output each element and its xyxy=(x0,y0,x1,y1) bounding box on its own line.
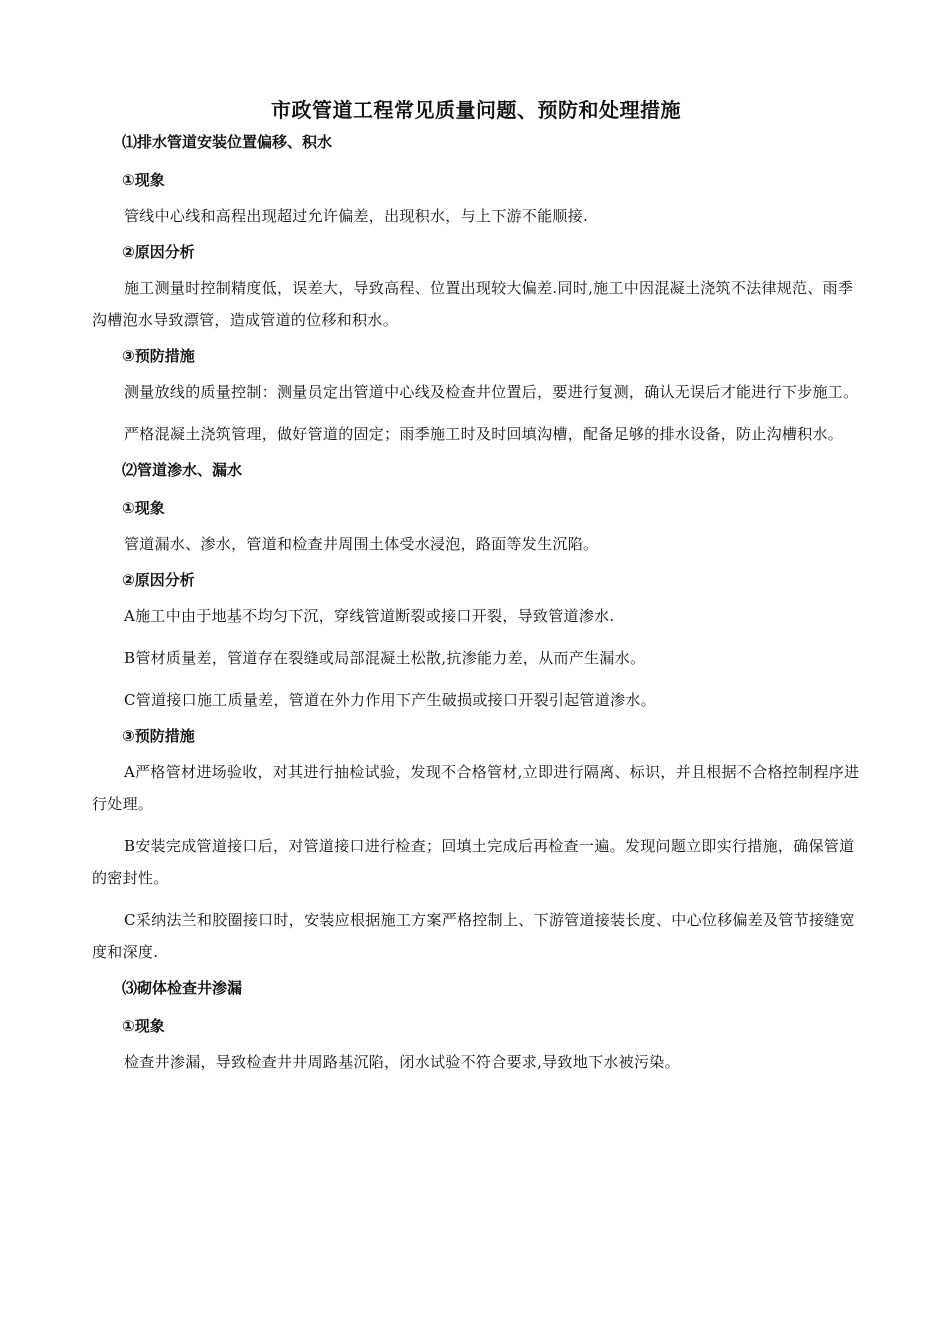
section-heading: ⑴排水管道安装位置偏移、积水 xyxy=(122,133,333,151)
subheading-cause: ②原因分析 xyxy=(122,243,195,261)
paragraph-cause: 施工测量时控制精度低，误差大，导致高程、位置出现较大偏差.同时,施工中因混凝土浇筑不法律规范、雨季沟槽泡水导致漂管，造成管道的位移和积水。 xyxy=(92,279,854,329)
paragraph-prevention: 严格混凝土浇筑管理，做好管道的固定；雨季施工时及时回填沟槽，配备足够的排水设备，防止沟槽积水。 xyxy=(124,425,844,443)
paragraph-prevention: 测量放线的质量控制：测量员定出管道中心线及检查井位置后，要进行复测，确认无误后才能进行下步施工。 xyxy=(124,383,859,401)
subheading-phenomenon: ①现象 xyxy=(122,499,165,517)
section-heading: ⑵管道渗水、漏水 xyxy=(122,461,243,479)
paragraph-phenomenon: 管线中心线和高程出现超过允许偏差，出现积水，与上下游不能顺接. xyxy=(124,207,589,225)
paragraph-phenomenon: 管道漏水、渗水，管道和检查井周围土体受水浸泡，路面等发生沉陷。 xyxy=(124,535,599,553)
paragraph-phenomenon: 检查井渗漏，导致检查井井周路基沉陷，闭水试验不符合要求,导致地下水被污染。 xyxy=(124,1053,680,1071)
document-page xyxy=(92,96,860,1078)
document-title: 市政管道工程常见质量问题、预防和处理措施 xyxy=(271,98,681,122)
subheading-cause: ②原因分析 xyxy=(122,571,195,589)
paragraph-prevention: A严格管材进场验收，对其进行抽检试验，发现不合格管材,立即进行隔离、标识，并且根据不合格控制程序进行处理。 xyxy=(92,763,860,813)
paragraph-cause: A施工中由于地基不均匀下沉，穿线管道断裂或接口开裂，导致管道渗水. xyxy=(124,607,615,625)
paragraph-prevention: C采纳法兰和胶圈接口时，安装应根据施工方案严格控制上、下游管道接装长度、中心位移偏差及管节接缝宽度和深度. xyxy=(92,911,855,961)
subheading-phenomenon: ①现象 xyxy=(122,171,165,189)
subheading-phenomenon: ①现象 xyxy=(122,1017,165,1035)
paragraph-cause: C管道接口施工质量差，管道在外力作用下产生破损或接口开裂引起管道渗水。 xyxy=(124,691,656,709)
paragraph-prevention: B安装完成管道接口后，对管道接口进行检查；回填土完成后再检查一遍。发现问题立即实行措施，确保管道的密封性。 xyxy=(92,837,855,887)
subheading-prevention: ③预防措施 xyxy=(122,727,195,745)
paragraph-cause: B管材质量差，管道存在裂缝或局部混凝土松散,抗渗能力差，从而产生漏水。 xyxy=(124,649,646,667)
section-heading: ⑶砌体检查井渗漏 xyxy=(122,979,243,997)
subheading-prevention: ③预防措施 xyxy=(122,347,195,365)
